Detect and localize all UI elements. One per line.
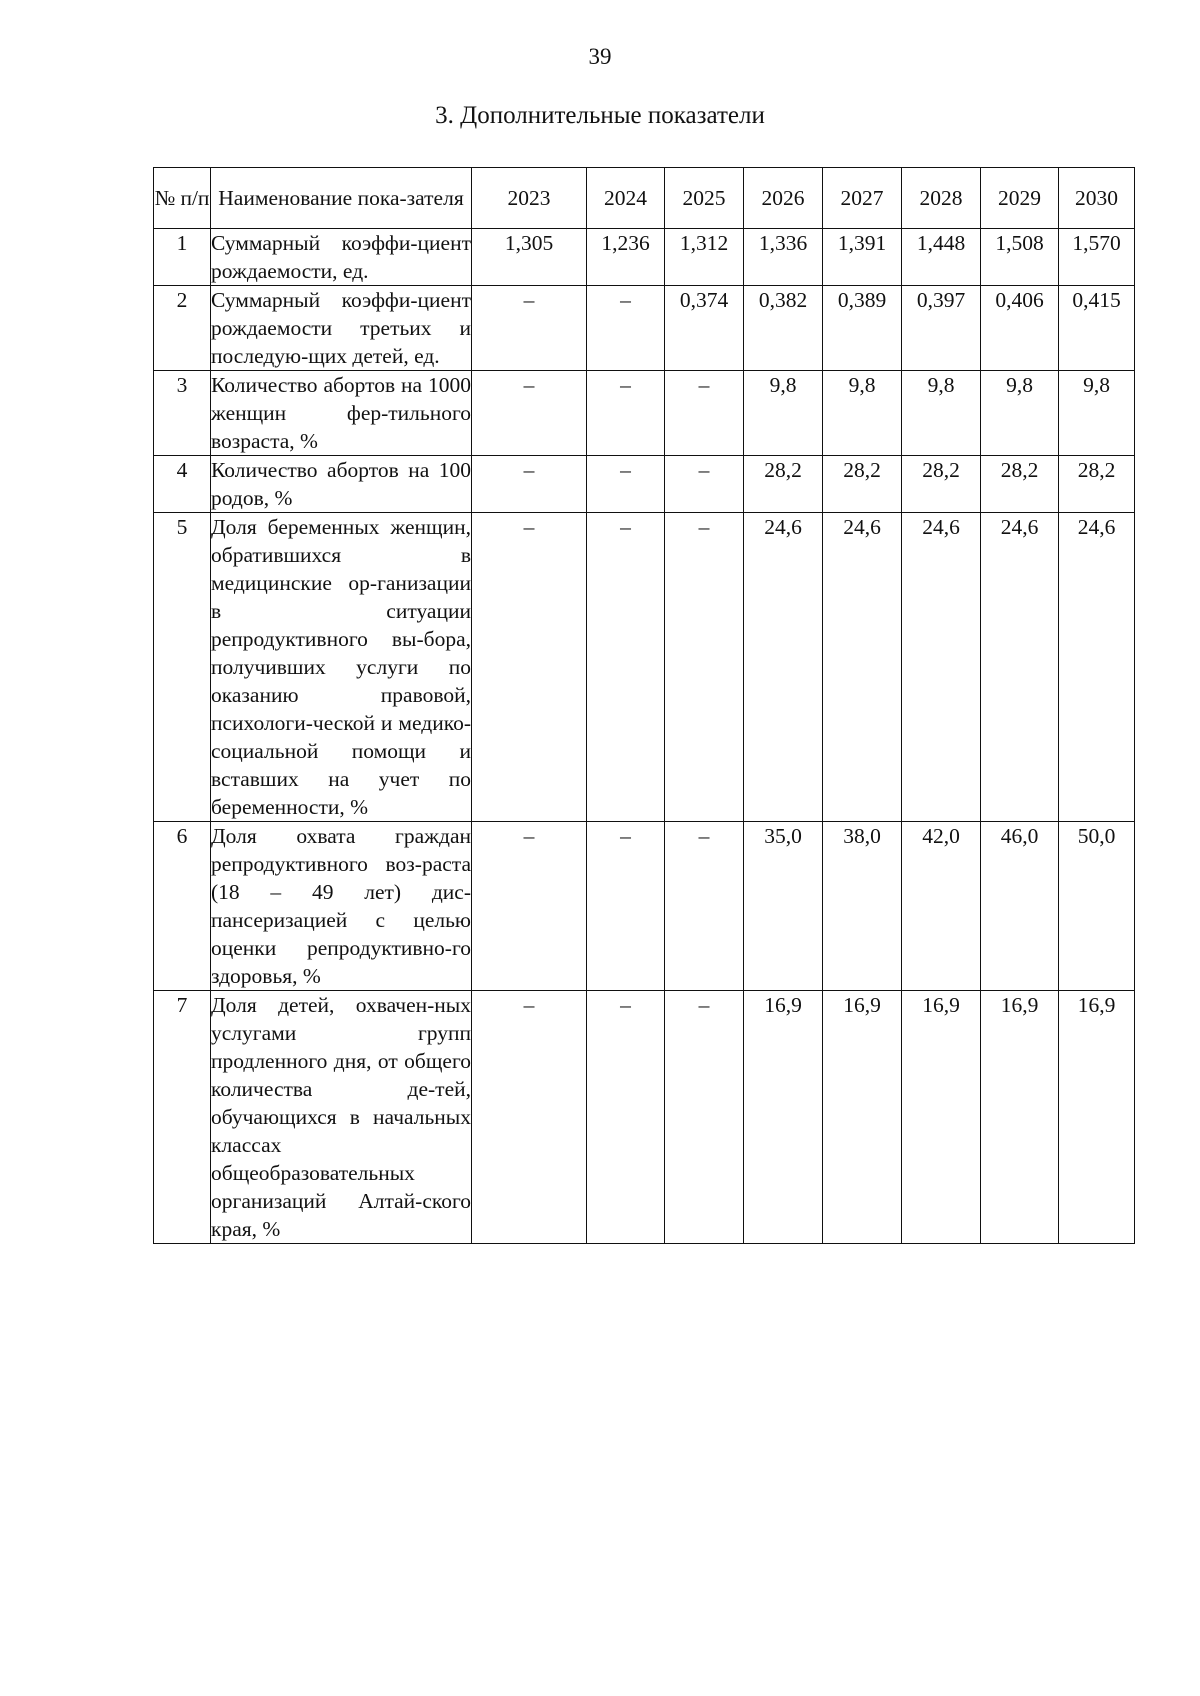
- value-cell: –: [665, 822, 744, 991]
- value-cell: –: [665, 991, 744, 1244]
- value-cell: 16,9: [902, 991, 981, 1244]
- value-cell: 9,8: [981, 371, 1059, 456]
- table-row: [154, 822, 1135, 991]
- row-number: 2: [154, 286, 211, 371]
- value-cell: –: [472, 513, 587, 822]
- value-cell: –: [587, 371, 665, 456]
- indicator-name: Количество абортов на 100 родов, %: [211, 456, 472, 513]
- value-cell: –: [665, 456, 744, 513]
- header-year: 2026: [744, 168, 823, 229]
- value-cell: –: [472, 822, 587, 991]
- indicators-table: [153, 167, 1135, 1244]
- header-name: Наименование пока-зателя: [211, 168, 472, 229]
- value-cell: 16,9: [1059, 991, 1135, 1244]
- value-cell: 9,8: [823, 371, 902, 456]
- value-cell: 28,2: [1059, 456, 1135, 513]
- header-num: № п/п: [154, 168, 211, 229]
- page-number: 39: [588, 44, 612, 69]
- value-cell: 1,448: [902, 229, 981, 286]
- indicator-name: Количество абортов на 1000 женщин фер-тильного возраста, %: [211, 371, 472, 456]
- header-year: 2029: [981, 168, 1059, 229]
- value-cell: 9,8: [744, 371, 823, 456]
- table-row: [154, 991, 1135, 1244]
- value-cell: –: [472, 991, 587, 1244]
- header-year: 2028: [902, 168, 981, 229]
- value-cell: 28,2: [981, 456, 1059, 513]
- value-cell: 16,9: [981, 991, 1059, 1244]
- value-cell: 1,336: [744, 229, 823, 286]
- value-cell: 1,305: [472, 229, 587, 286]
- header-year: 2027: [823, 168, 902, 229]
- value-cell: 1,236: [587, 229, 665, 286]
- value-cell: –: [472, 371, 587, 456]
- value-cell: 24,6: [1059, 513, 1135, 822]
- value-cell: 16,9: [744, 991, 823, 1244]
- value-cell: –: [665, 371, 744, 456]
- header-year: 2025: [665, 168, 744, 229]
- value-cell: 1,570: [1059, 229, 1135, 286]
- value-cell: –: [587, 286, 665, 371]
- table-header-row: [154, 168, 1135, 229]
- value-cell: 50,0: [1059, 822, 1135, 991]
- value-cell: 24,6: [744, 513, 823, 822]
- value-cell: 9,8: [1059, 371, 1135, 456]
- value-cell: –: [472, 456, 587, 513]
- value-cell: –: [665, 513, 744, 822]
- header-year: 2030: [1059, 168, 1135, 229]
- value-cell: 0,382: [744, 286, 823, 371]
- value-cell: 28,2: [902, 456, 981, 513]
- value-cell: 28,2: [823, 456, 902, 513]
- header-year: 2024: [587, 168, 665, 229]
- table-row: [154, 229, 1135, 286]
- value-cell: 24,6: [902, 513, 981, 822]
- value-cell: 16,9: [823, 991, 902, 1244]
- value-cell: 9,8: [902, 371, 981, 456]
- value-cell: 42,0: [902, 822, 981, 991]
- value-cell: –: [587, 822, 665, 991]
- value-cell: –: [472, 286, 587, 371]
- value-cell: 1,508: [981, 229, 1059, 286]
- indicator-name: Доля беременных женщин, обратившихся в медицинские ор-ганизации в ситуации репродуктивного вы-бора, получивших услуги по оказанию правовой, психологи-ческой и медико-социальной помощи и вставших на учет по беременности, %: [211, 513, 472, 822]
- value-cell: 0,397: [902, 286, 981, 371]
- value-cell: 24,6: [823, 513, 902, 822]
- indicator-name: Доля детей, охвачен-ных услугами групп продленного дня, от общего количества де-тей, обучающихся в начальных классах общеобразовательных организаций Алтай-ского края, %: [211, 991, 472, 1244]
- row-number: 3: [154, 371, 211, 456]
- value-cell: 0,415: [1059, 286, 1135, 371]
- row-number: 6: [154, 822, 211, 991]
- row-number: 5: [154, 513, 211, 822]
- row-number: 4: [154, 456, 211, 513]
- value-cell: 0,406: [981, 286, 1059, 371]
- value-cell: 1,312: [665, 229, 744, 286]
- value-cell: 46,0: [981, 822, 1059, 991]
- page-title: 3. Дополнительные показатели: [435, 102, 765, 129]
- value-cell: –: [587, 513, 665, 822]
- value-cell: –: [587, 456, 665, 513]
- indicator-name: Суммарный коэффи-циент рождаемости третьих и последую-щих детей, ед.: [211, 286, 472, 371]
- value-cell: 24,6: [981, 513, 1059, 822]
- value-cell: 38,0: [823, 822, 902, 991]
- value-cell: 0,389: [823, 286, 902, 371]
- header-year: 2023: [472, 168, 587, 229]
- table-row: [154, 286, 1135, 371]
- value-cell: 35,0: [744, 822, 823, 991]
- value-cell: 28,2: [744, 456, 823, 513]
- row-number: 1: [154, 229, 211, 286]
- value-cell: 0,374: [665, 286, 744, 371]
- row-number: 7: [154, 991, 211, 1244]
- value-cell: 1,391: [823, 229, 902, 286]
- indicator-name: Доля охвата граждан репродуктивного воз-раста (18 – 49 лет) дис-пансеризацией с целью оценки репродуктивно-го здоровья, %: [211, 822, 472, 991]
- table-row: [154, 371, 1135, 456]
- value-cell: –: [587, 991, 665, 1244]
- table-row: [154, 456, 1135, 513]
- indicator-name: Суммарный коэффи-циент рождаемости, ед.: [211, 229, 472, 286]
- table-row: [154, 513, 1135, 822]
